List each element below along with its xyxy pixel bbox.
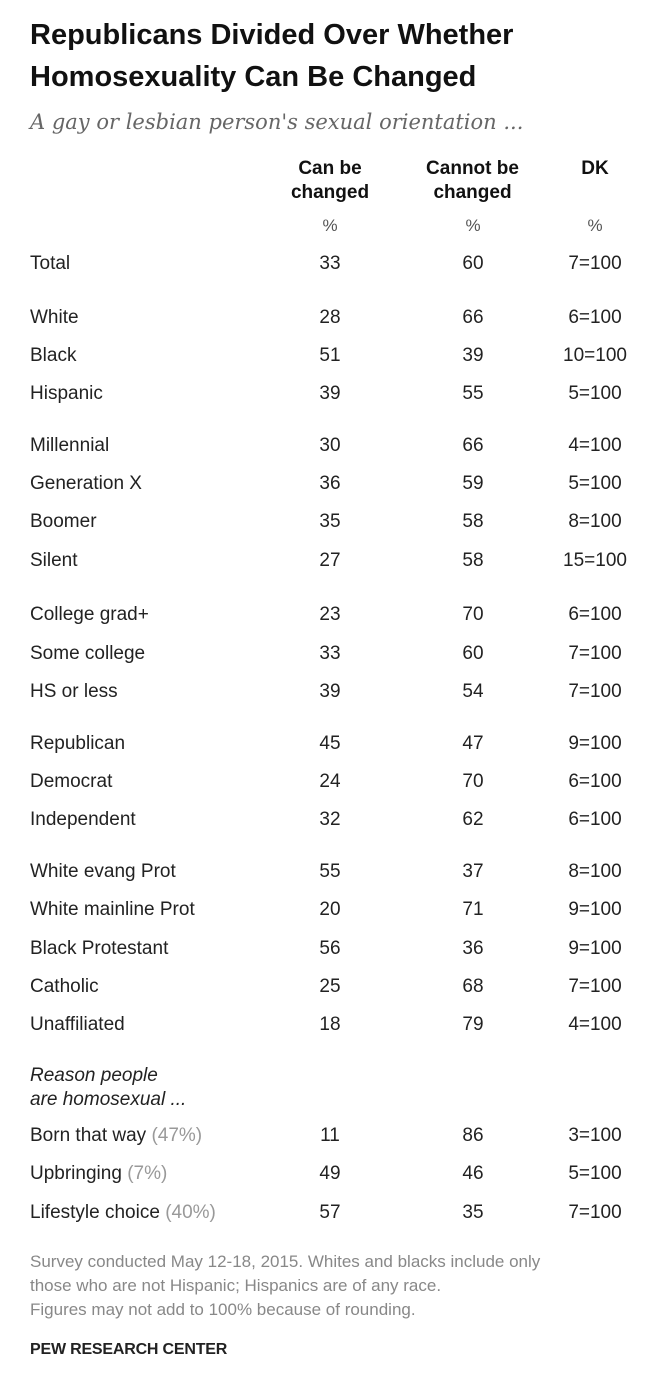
row-label-share: (7%) [127, 1163, 168, 1184]
row-label-text: White [30, 307, 79, 328]
row-label-text: Hispanic [30, 383, 103, 404]
cell-dk: 15=100 [563, 550, 627, 571]
row-label [30, 771, 112, 793]
cell-cannot: 55 [462, 383, 484, 404]
column-header-line: Can be [298, 158, 362, 179]
cell-cannot: 59 [462, 473, 484, 494]
cell-can: 51 [319, 345, 341, 366]
cell-cannot: 37 [462, 861, 484, 882]
unit-label-dk: % [587, 216, 603, 235]
row-label-text: Upbringing [30, 1163, 122, 1184]
cell-dk: 5=100 [568, 383, 622, 404]
row-label [30, 383, 103, 405]
row-label-text: Boomer [30, 511, 97, 532]
cell-cannot: 39 [462, 345, 484, 366]
cell-can: 25 [319, 976, 341, 997]
row-label-text: Black Protestant [30, 938, 169, 959]
row-label [30, 809, 136, 831]
footnote-line: Figures may not add to 100% because of rounding. [30, 1300, 416, 1319]
cell-cannot: 70 [462, 604, 484, 625]
cell-dk: 4=100 [568, 435, 622, 456]
row-label-text: Democrat [30, 771, 113, 792]
row-label [30, 733, 125, 755]
row-label-text: Some college [30, 643, 146, 664]
cell-dk: 5=100 [568, 473, 622, 494]
column-header-can-be-changed [270, 157, 390, 205]
cell-cannot: 66 [462, 307, 484, 328]
row-label [30, 435, 109, 457]
cell-can: 18 [319, 1014, 341, 1035]
row-label-share: (40%) [165, 1202, 216, 1223]
row-label-text: Republican [30, 733, 126, 754]
column-header-line: Cannot be [426, 158, 519, 179]
cell-dk: 8=100 [568, 511, 622, 532]
row-label-text: Generation X [30, 473, 142, 494]
row-label [30, 307, 79, 329]
cell-dk: 6=100 [568, 771, 622, 792]
row-label [30, 1163, 167, 1185]
cell-dk: 6=100 [568, 307, 622, 328]
row-label [30, 511, 97, 533]
cell-cannot: 54 [462, 681, 484, 702]
footnote-line: those who are not Hispanic; Hispanics are of any race. [30, 1276, 442, 1295]
row-label-text: Silent [30, 550, 78, 571]
row-label [30, 345, 76, 367]
cell-cannot: 70 [462, 771, 484, 792]
row-label-text: White evang Prot [30, 861, 176, 882]
cell-cannot: 60 [462, 643, 484, 664]
column-header-cannot-be-changed [400, 157, 545, 205]
row-label-text: Total [30, 253, 71, 274]
cell-dk: 10=100 [563, 345, 627, 366]
row-label-text: Lifestyle choice [30, 1202, 160, 1223]
cell-can: 33 [319, 253, 341, 274]
section-heading-line: are homosexual ... [30, 1089, 187, 1110]
cell-can: 23 [319, 604, 341, 625]
footnote-line: Survey conducted May 12-18, 2015. Whites and blacks include only [30, 1252, 541, 1271]
cell-cannot: 79 [462, 1014, 484, 1035]
row-label-text: College grad+ [30, 604, 149, 625]
cell-dk: 9=100 [568, 938, 622, 959]
cell-dk: 7=100 [568, 643, 622, 664]
row-label [30, 861, 176, 883]
row-label-text: HS or less [30, 681, 118, 702]
cell-can: 20 [319, 899, 341, 920]
cell-cannot: 58 [462, 550, 484, 571]
source-credit: PEW RESEARCH CENTER [30, 1341, 228, 1358]
cell-can: 33 [319, 643, 341, 664]
cell-cannot: 86 [462, 1125, 484, 1146]
row-label [30, 1014, 125, 1036]
column-header-dk [545, 157, 645, 181]
unit-label-can: % [322, 216, 338, 235]
column-header-line: DK [581, 158, 609, 179]
section-reason-heading [30, 1064, 186, 1112]
cell-can: 39 [319, 681, 341, 702]
row-label [30, 643, 145, 665]
cell-can: 56 [319, 938, 341, 959]
cell-dk: 6=100 [568, 809, 622, 830]
chart-title: Republicans Divided Over Whether Homosexuality Can Be Changed [30, 19, 514, 93]
row-label-text: Millennial [30, 435, 110, 456]
cell-can: 30 [319, 435, 341, 456]
cell-can: 36 [319, 473, 341, 494]
row-label-text: Catholic [30, 976, 99, 997]
cell-can: 49 [319, 1163, 341, 1184]
footnote [30, 1250, 650, 1322]
cell-cannot: 62 [462, 809, 484, 830]
row-label-text: Independent [30, 809, 136, 830]
row-label [30, 550, 78, 572]
row-label [30, 473, 142, 495]
row-label [30, 1202, 216, 1224]
cell-cannot: 36 [462, 938, 484, 959]
cell-can: 11 [320, 1125, 340, 1146]
cell-dk: 9=100 [568, 899, 622, 920]
row-label-text: Black [30, 345, 77, 366]
unit-label-cannot: % [465, 216, 481, 235]
cell-cannot: 58 [462, 511, 484, 532]
row-label [30, 604, 149, 626]
cell-dk: 7=100 [568, 976, 622, 997]
cell-can: 24 [319, 771, 341, 792]
row-label [30, 1125, 202, 1147]
row-label-text: Unaffiliated [30, 1014, 125, 1035]
cell-dk: 8=100 [568, 861, 622, 882]
cell-dk: 7=100 [568, 681, 622, 702]
cell-cannot: 71 [462, 899, 484, 920]
cell-dk: 5=100 [568, 1163, 622, 1184]
cell-dk: 7=100 [568, 253, 622, 274]
row-label [30, 938, 168, 960]
cell-dk: 7=100 [568, 1202, 622, 1223]
cell-cannot: 35 [462, 1202, 484, 1223]
section-heading-line: Reason people [30, 1065, 158, 1086]
cell-dk: 3=100 [568, 1125, 622, 1146]
cell-cannot: 66 [462, 435, 484, 456]
cell-can: 45 [319, 733, 341, 754]
cell-can: 57 [319, 1202, 341, 1223]
cell-can: 32 [319, 809, 341, 830]
column-header-line: changed [290, 182, 370, 203]
cell-dk: 6=100 [568, 604, 622, 625]
row-label-share: (47%) [151, 1125, 203, 1146]
cell-cannot: 68 [462, 976, 484, 997]
chart-subtitle: A gay or lesbian person's sexual orientation ... [30, 110, 524, 134]
row-label [30, 976, 99, 998]
row-label [30, 253, 70, 275]
cell-can: 28 [319, 307, 341, 328]
cell-cannot: 46 [462, 1163, 484, 1184]
row-label [30, 681, 118, 703]
cell-dk: 4=100 [568, 1014, 622, 1035]
row-label [30, 899, 195, 921]
cell-can: 35 [319, 511, 341, 532]
cell-cannot: 60 [462, 253, 484, 274]
row-label-text: White mainline Prot [30, 899, 195, 920]
cell-can: 39 [319, 383, 341, 404]
cell-cannot: 47 [462, 733, 484, 754]
column-header-line: changed [433, 182, 512, 203]
cell-can: 55 [319, 861, 341, 882]
cell-can: 27 [319, 550, 341, 571]
cell-dk: 9=100 [568, 733, 622, 754]
row-label-text: Born that way [30, 1125, 147, 1146]
